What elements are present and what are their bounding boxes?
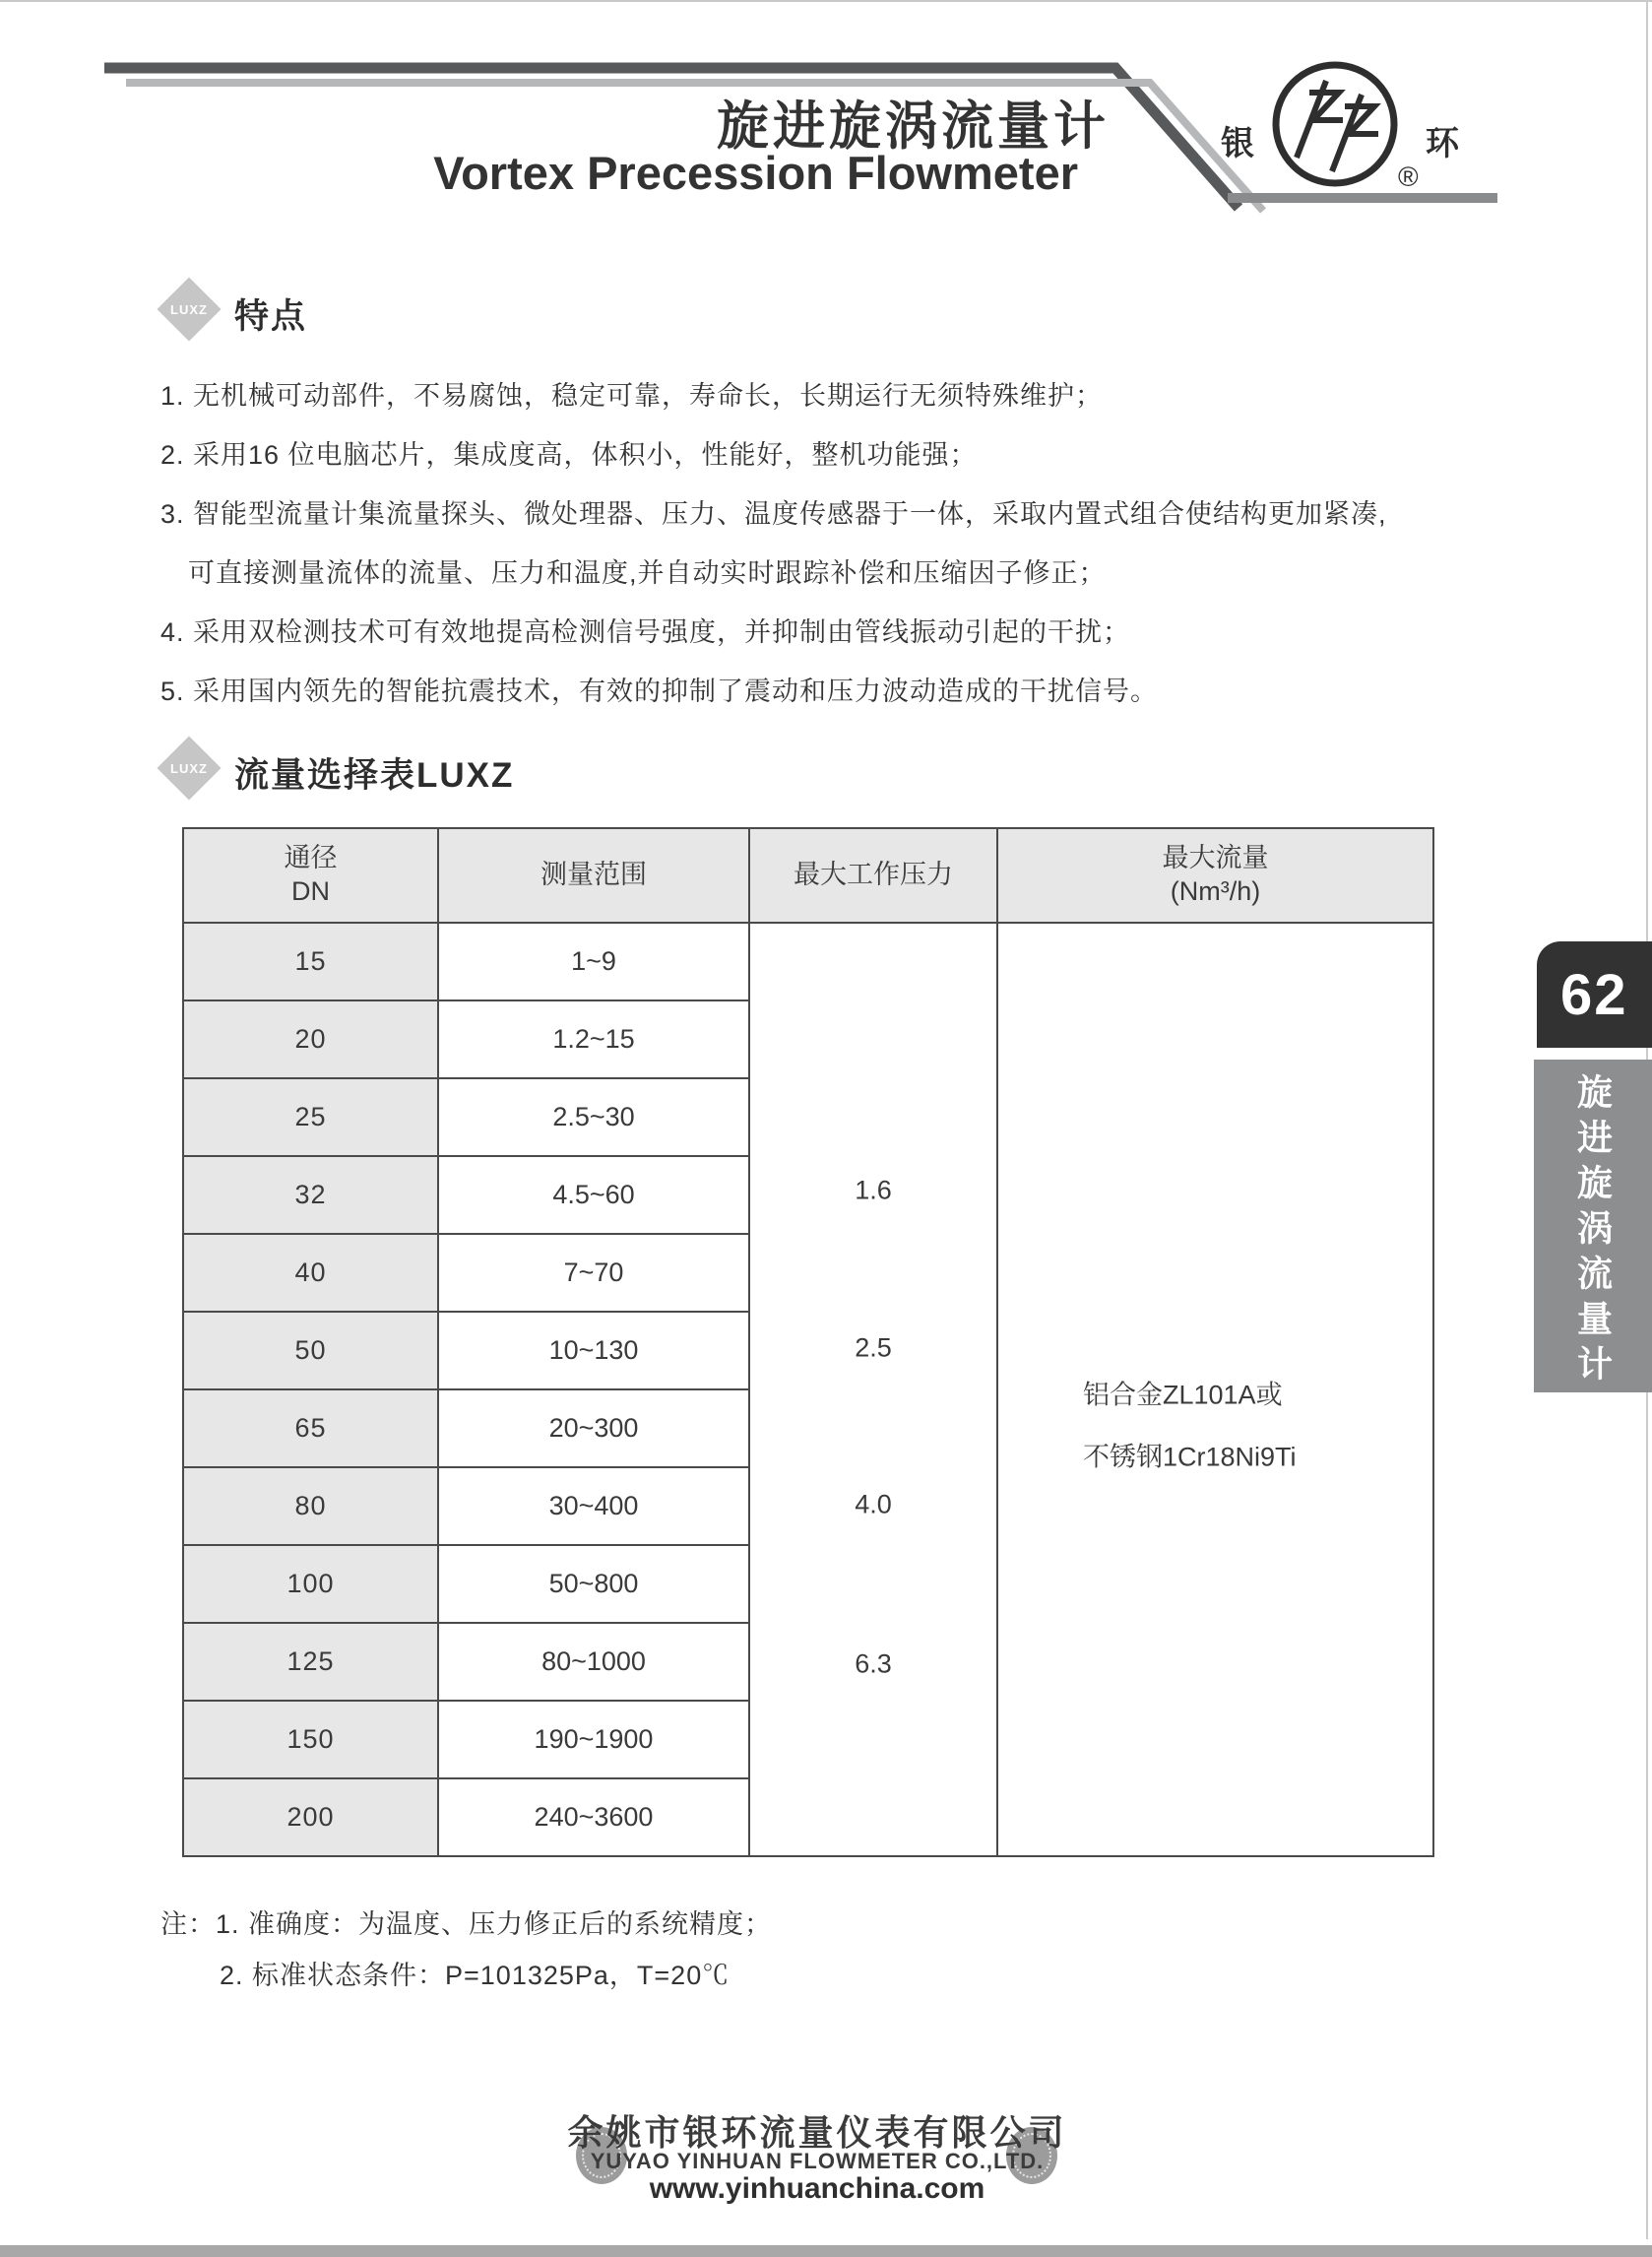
table-notes (160, 1899, 772, 2001)
chapter-vertical-title: 旋进旋涡流量计 (1572, 1073, 1614, 1390)
material-line: 不锈钢1Cr18Ni9Ti (1083, 1442, 1297, 1472)
footer-company-name-en: YUYAO YINHUAN FLOWMETER CO.,LTD. (590, 2149, 1045, 2173)
dn-cell: 15 (183, 923, 438, 1000)
range-cell: 50~800 (438, 1545, 749, 1623)
dn-cell: 32 (183, 1156, 438, 1234)
material-merged-cell (997, 923, 1433, 1856)
page-number: 62 (1560, 962, 1628, 1027)
dn-cell: 150 (183, 1701, 438, 1778)
flow-selection-table (182, 827, 1434, 1857)
feature-item-continuation: 可直接测量流体的流量、压力和温度,并自动实时跟踪补偿和压缩因子修正； (188, 558, 1107, 588)
col-header-maxflow: 最大流量 (Nm³/h) (997, 828, 1433, 923)
pressure-merged-cell (749, 923, 997, 1856)
footer-website: www.yinhuanchina.com (649, 2172, 985, 2205)
table-header-row (183, 828, 1433, 923)
range-cell: 1.2~15 (438, 1000, 749, 1078)
logo-right-char: 环 (1426, 125, 1459, 162)
dn-cell: 65 (183, 1389, 438, 1467)
range-cell: 2.5~30 (438, 1078, 749, 1156)
range-cell: 80~1000 (438, 1623, 749, 1701)
range-cell: 1~9 (438, 923, 749, 1000)
range-cell: 10~130 (438, 1312, 749, 1389)
range-cell: 4.5~60 (438, 1156, 749, 1234)
feature-item: 5. 采用国内领先的智能抗震技术，有效的抑制了震动和压力波动造成的干扰信号。 (160, 677, 1159, 706)
pressure-value: 6.3 (855, 1648, 892, 1679)
note-line: 2. 标准状态条件：P=101325Pa，T=20℃ (220, 1961, 731, 1990)
table-section-badge (158, 737, 221, 800)
table-row (183, 923, 1433, 1000)
page-title-zh: 旋进旋涡流量计 (717, 97, 1110, 156)
badge-label: LUXZ (170, 301, 208, 317)
feature-item: 2. 采用16 位电脑芯片，集成度高，体积小，性能好，整机功能强； (160, 440, 978, 470)
page-title-en: Vortex Precession Flowmeter (433, 147, 1078, 199)
footer-company-name-zh: 余姚市银环流量仪表有限公司 (567, 2113, 1067, 2153)
features-section-title: 特点 (234, 297, 308, 336)
dn-cell: 80 (183, 1467, 438, 1545)
pressure-value: 1.6 (855, 1175, 892, 1205)
range-cell: 7~70 (438, 1234, 749, 1312)
logo-left-char: 银 (1221, 125, 1254, 162)
range-cell: 190~1900 (438, 1701, 749, 1778)
pressure-value: 4.0 (855, 1489, 892, 1519)
feature-item: 4. 采用双检测技术可有效地提高检测信号强度，并抑制由管线振动引起的干扰； (160, 617, 1131, 647)
dn-cell: 100 (183, 1545, 438, 1623)
col-header-pressure: 最大工作压力 (749, 828, 997, 923)
dn-cell: 40 (183, 1234, 438, 1312)
range-cell: 240~3600 (438, 1778, 749, 1856)
range-cell: 30~400 (438, 1467, 749, 1545)
page-bottom-edge-strip (0, 2245, 1652, 2257)
material-line: 铝合金ZL101A或 (1083, 1380, 1283, 1410)
col-header-dn: 通径 DN (183, 828, 438, 923)
range-cell: 20~300 (438, 1389, 749, 1467)
features-section-badge (158, 278, 221, 341)
brand-monogram-icon (1266, 55, 1404, 193)
dn-cell: 20 (183, 1000, 438, 1078)
registered-trademark-icon: ® (1398, 161, 1419, 192)
pressure-value: 2.5 (855, 1332, 892, 1363)
dn-cell: 50 (183, 1312, 438, 1389)
feature-item: 3. 智能型流量计集流量探头、微处理器、压力、温度传感器于一体，采取内置式组合使结构更加紧凑, (160, 499, 1387, 529)
dn-cell: 25 (183, 1078, 438, 1156)
table-section-title: 流量选择表LUXZ (234, 756, 515, 795)
features-list (160, 366, 1558, 721)
note-line: 注：1. 准确度：为温度、压力修正后的系统精度； (160, 1909, 773, 1939)
page-number-tab (1537, 941, 1652, 1048)
dn-cell: 200 (183, 1778, 438, 1856)
badge-label: LUXZ (170, 760, 208, 776)
col-header-range: 测量范围 (438, 828, 749, 923)
chapter-vertical-tab (1534, 1060, 1652, 1392)
dn-cell: 125 (183, 1623, 438, 1701)
feature-item: 1. 无机械可动部件，不易腐蚀，稳定可靠，寿命长，长期运行无须特殊维护； (160, 381, 1104, 411)
